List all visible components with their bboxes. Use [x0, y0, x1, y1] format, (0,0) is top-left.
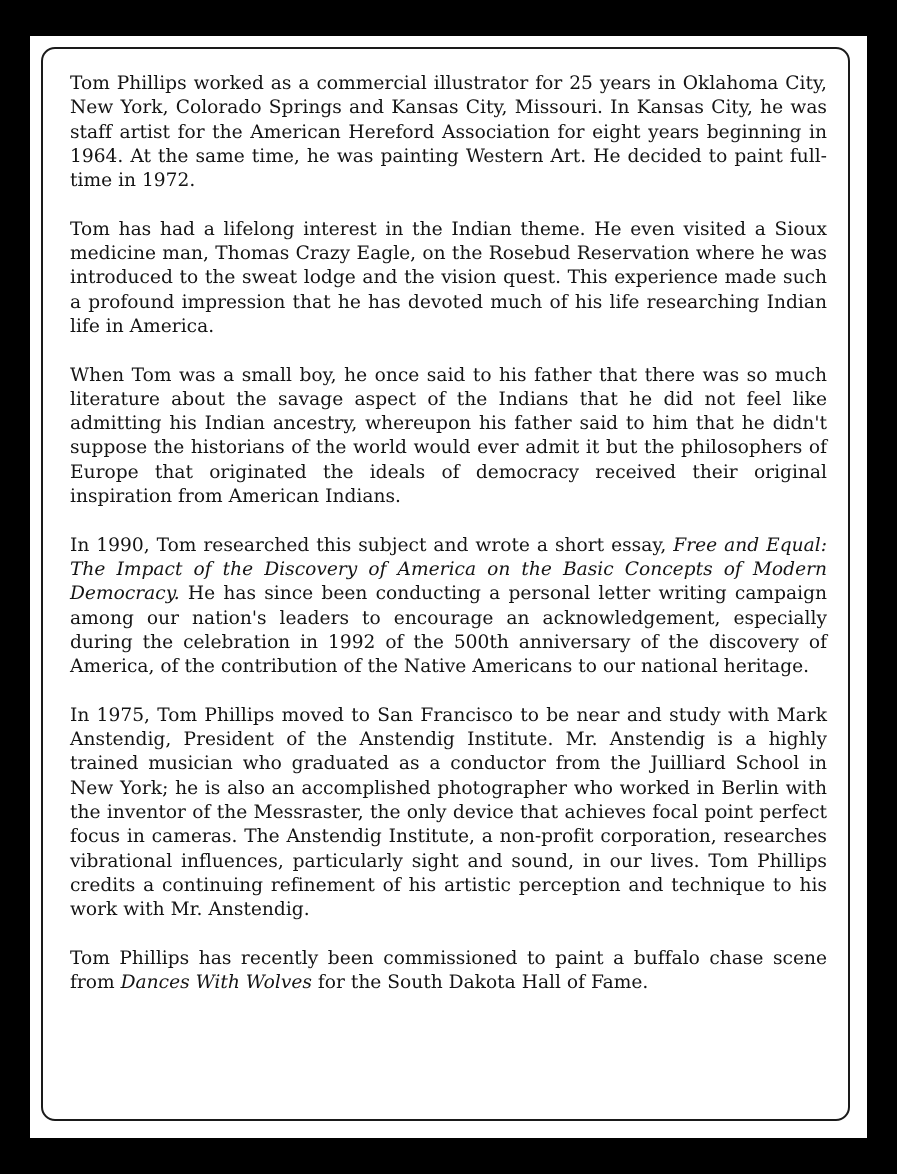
document-page	[30, 36, 867, 1138]
biography-text	[70, 72, 827, 995]
commission-text-after: for the South Dakota Hall of Fame.	[311, 971, 649, 993]
essay-text-before: In 1990, Tom researched this subject and wrote a short essay,	[70, 534, 674, 556]
film-title: Dances With Wolves	[120, 971, 312, 993]
paragraph-childhood: When Tom was a small boy, he once said to his father that there was so much literature about the savage aspect of the Indians that he did not feel like admitting his Indian ancestry, whereupon his father said to him that he didn't suppose the historians of the world would ever admit it but the philosophers of Europe that originated the ideals of democracy received their original inspiration from American Indians.	[70, 364, 827, 508]
paragraph-commission	[70, 947, 827, 996]
paragraph-career: Tom Phillips worked as a commercial illustrator for 25 years in Oklahoma City, New York, Colorado Springs and Kansas City, Missouri. In Kansas City, he was staff artist for the American Hereford Association for eight years beginning in 1964. At the same time, he was painting Western Art. He decided to paint full-time in 1972.	[70, 73, 827, 192]
commission-text-before: Tom Phillips has recently been commissioned to paint a buffalo chase scene from	[70, 947, 827, 993]
essay-text-after: He has since been conducting a personal letter writing campaign among our nation's leaders to encourage an acknowledgement, especially during the celebration in 1992 of the 500th anniversary of the discovery of America, of the contribution of the Native Americans to our national heritage.	[70, 583, 827, 678]
essay-title: Free and Equal: The Impact of the Discovery of America on the Basic Concepts of Modern Democracy.	[70, 534, 827, 605]
paragraph-indian-interest: Tom has had a lifelong interest in the Indian theme. He even visited a Sioux medicine man, Thomas Crazy Eagle, on the Rosebud Reservation where he was introduced to the sweat lodge and the vision quest. This experience made such a profound impression that he has devoted much of his life researching Indian life in America.	[70, 218, 827, 337]
paragraph-essay	[70, 534, 827, 680]
paragraph-anstendig: In 1975, Tom Phillips moved to San Francisco to be near and study with Mark Anstendig, President of the Anstendig Institute. Mr. Anstendig is a highly trained musician who graduated as a conductor from the Juilliard School in New York; he is also an accomplished photographer who worked in Berlin with the inventor of the Messraster, the only device that achieves focal point perfect focus in cameras. The Anstendig Institute, a non-profit corporation, researches vibrational influences, particularly sight and sound, in our lives. Tom Phillips credits a continuing refinement of his artistic perception and technique to his work with Mr. Anstendig.	[70, 704, 827, 921]
